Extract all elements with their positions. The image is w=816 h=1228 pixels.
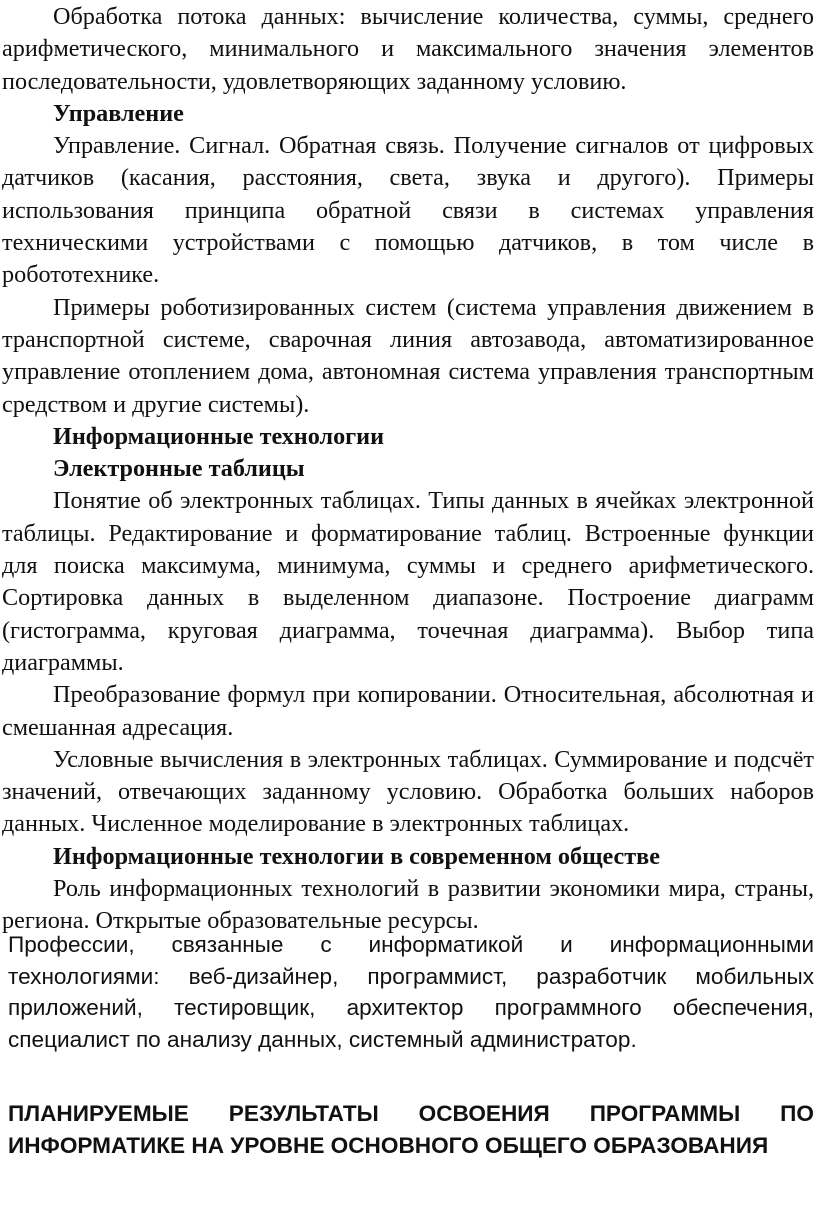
- paragraph-spreadsheets: Понятие об электронных таблицах. Типы данных в ячейках электронной таблицы. Редактирование и форматирование таблиц. Встроенные функции для поиска максимума, минимума, суммы и среднего арифметического. Сортировка данных в выделенном диапазоне. Построение диаграмм (гистограмма, круговая диаграмма, точечная диаграмма). Выбор типа диаграммы.: [2, 487, 814, 676]
- paragraph-formula-copying: Преобразование формул при копировании. Относительная, абсолютная и смешанная адресация.: [2, 681, 814, 741]
- document-body: [2, 1, 814, 938]
- paragraph-control: Управление. Сигнал. Обратная связь. Получение сигналов от цифровых датчиков (касания, расстояния, света, звука и другого). Примеры использования принципа обратной связи в системах управления техническими устройствами с помощью датчиков, в том числе в робототехнике.: [2, 132, 814, 289]
- paragraph-data-stream: Обработка потока данных: вычисление количества, суммы, среднего арифметического, минимального и максимального значения элементов последовательности, удовлетворяющих заданному условию.: [2, 3, 814, 95]
- paragraph-professions: Профессии, связанные с информатикой и информационными технологиями: веб-дизайнер, программист, разработчик мобильных приложений, тестировщик, архитектор программного обеспечения, специалист по анализу данных, системный администратор.: [8, 932, 814, 1053]
- heading-it-in-society: Информационные технологии в современном обществе: [53, 842, 660, 870]
- paragraph-conditional-calc: Условные вычисления в электронных таблицах. Суммирование и подсчёт значений, отвечающих заданному условию. Обработка больших наборов данных. Численное моделирование в электронных таблицах.: [2, 745, 814, 838]
- section-heading-planned-results: ПЛАНИРУЕМЫЕ РЕЗУЛЬТАТЫ ОСВОЕНИЯ ПРОГРАММЫ ПО ИНФОРМАТИКЕ НА УРОВНЕ ОСНОВНОГО ОБЩЕГО ОБРАЗОВАНИЯ: [8, 1101, 814, 1158]
- paragraph-it-role: Роль информационных технологий в развитии экономики мира, страны, региона. Открытые образовательные ресурсы.: [2, 875, 814, 935]
- paragraph-robotic-systems: Примеры роботизированных систем (система управления движением в транспортной системе, сварочная линия автозавода, автоматизированное управление отоплением дома, автономная система управления транспортным средством и другие системы).: [2, 293, 814, 418]
- heading-spreadsheets: Электронные таблицы: [53, 455, 305, 483]
- heading-information-technology: Информационные технологии: [53, 422, 385, 450]
- heading-control: Управление: [53, 99, 184, 127]
